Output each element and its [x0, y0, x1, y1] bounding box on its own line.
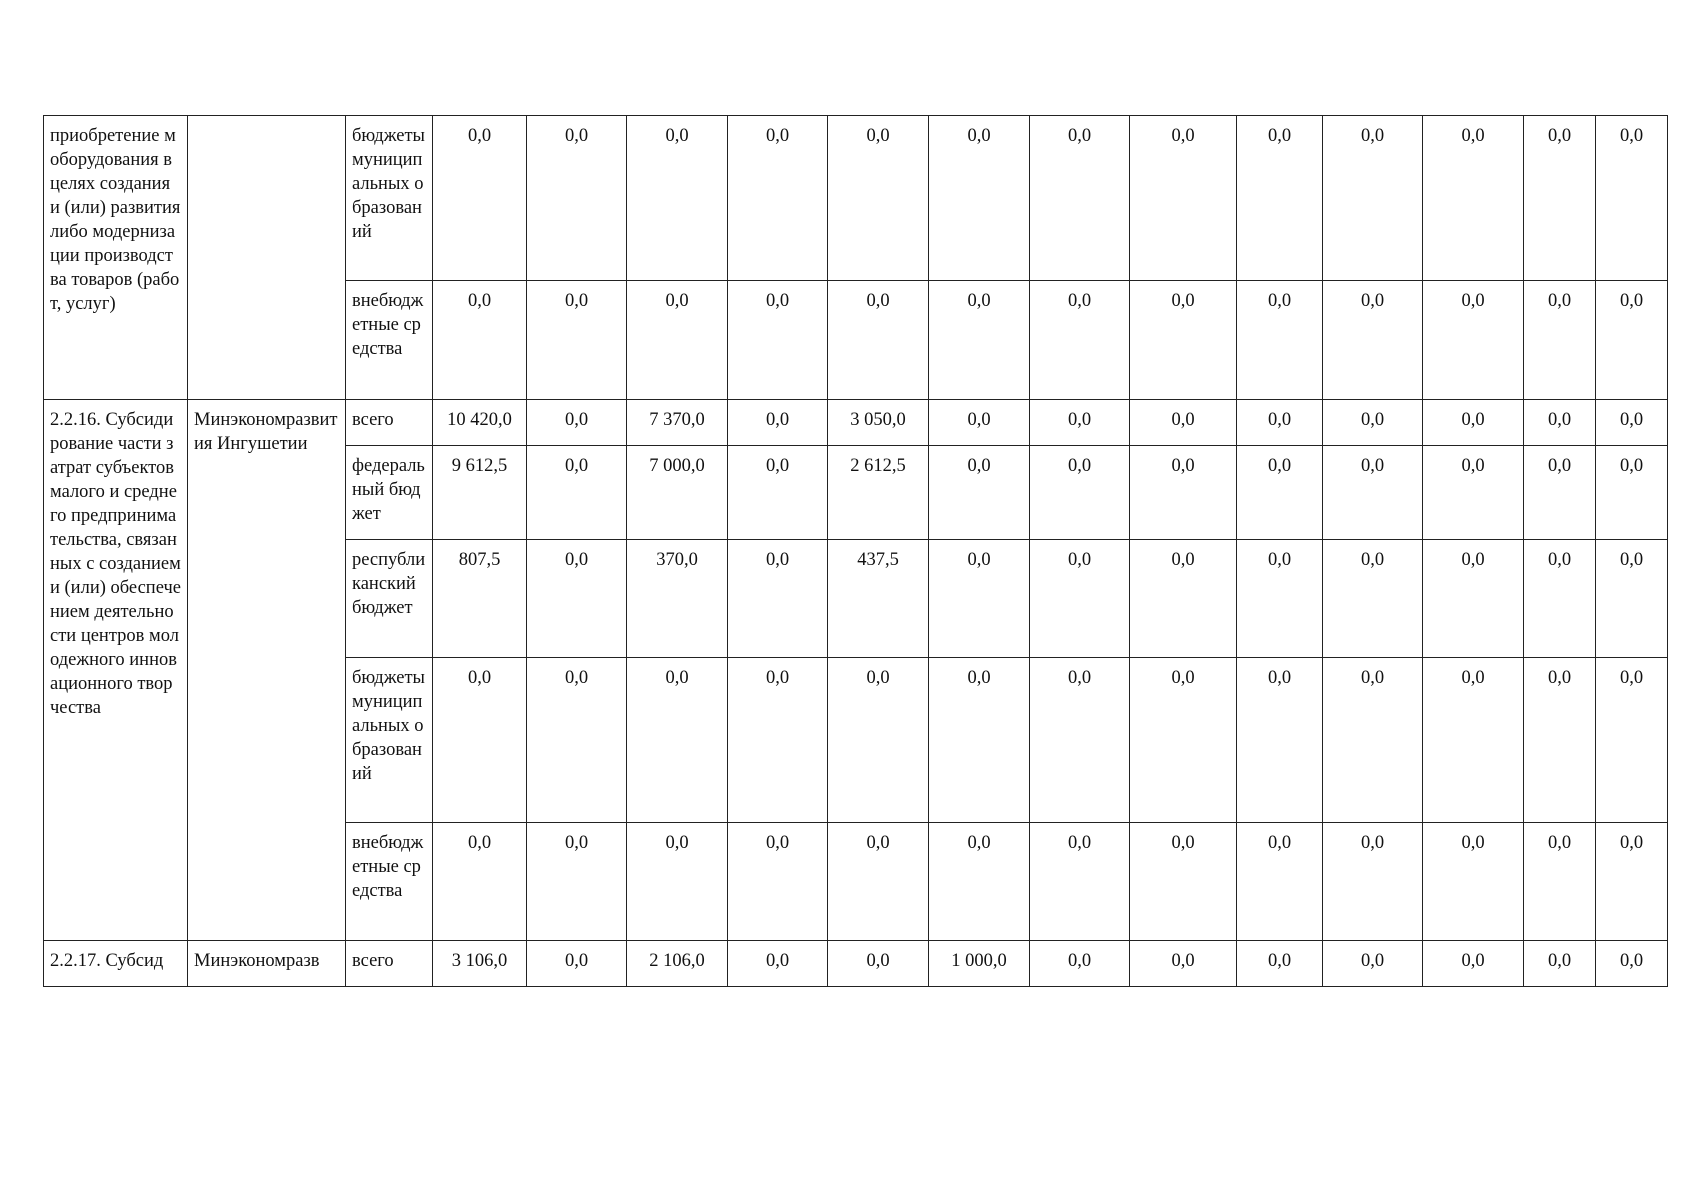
- value-cell: 0,0: [1237, 281, 1323, 400]
- value-cell: 3 106,0: [433, 941, 527, 987]
- value-cell: 0,0: [1030, 941, 1130, 987]
- value-cell: 0,0: [1237, 116, 1323, 281]
- value-cell: 0,0: [1030, 540, 1130, 658]
- value-cell: 0,0: [1524, 446, 1596, 540]
- funding-source-cell: федеральный бюджет: [346, 446, 433, 540]
- value-cell: 3 050,0: [828, 400, 929, 446]
- value-cell: 0,0: [1423, 400, 1524, 446]
- value-cell: 0,0: [1030, 658, 1130, 823]
- value-cell: 0,0: [828, 281, 929, 400]
- value-cell: 0,0: [1130, 400, 1237, 446]
- value-cell: 0,0: [527, 400, 627, 446]
- value-cell: 0,0: [1237, 658, 1323, 823]
- value-cell: 0,0: [929, 116, 1030, 281]
- funding-source-cell: внебюджетные средства: [346, 281, 433, 400]
- value-cell: 0,0: [728, 400, 828, 446]
- value-cell: 0,0: [1423, 116, 1524, 281]
- value-cell: 7 370,0: [627, 400, 728, 446]
- value-cell: 0,0: [1423, 941, 1524, 987]
- funding-source-cell: бюджеты муниципальных образований: [346, 658, 433, 823]
- value-cell: 0,0: [1130, 116, 1237, 281]
- value-cell: 0,0: [1030, 446, 1130, 540]
- value-cell: 0,0: [929, 281, 1030, 400]
- table-row: [44, 116, 1668, 281]
- value-cell: 0,0: [728, 658, 828, 823]
- value-cell: 0,0: [1423, 446, 1524, 540]
- value-cell: 0,0: [828, 823, 929, 941]
- value-cell: 0,0: [929, 446, 1030, 540]
- value-cell: 0,0: [433, 823, 527, 941]
- value-cell: 0,0: [1237, 400, 1323, 446]
- value-cell: 0,0: [1030, 400, 1130, 446]
- value-cell: 0,0: [828, 658, 929, 823]
- value-cell: 0,0: [728, 941, 828, 987]
- value-cell: 0,0: [828, 116, 929, 281]
- value-cell: 0,0: [1596, 540, 1668, 658]
- value-cell: 0,0: [828, 941, 929, 987]
- value-cell: 0,0: [1524, 116, 1596, 281]
- value-cell: 0,0: [728, 446, 828, 540]
- value-cell: 0,0: [1237, 941, 1323, 987]
- value-cell: 0,0: [627, 281, 728, 400]
- value-cell: 0,0: [527, 116, 627, 281]
- value-cell: 0,0: [1237, 823, 1323, 941]
- value-cell: 10 420,0: [433, 400, 527, 446]
- value-cell: 2 106,0: [627, 941, 728, 987]
- funding-source-cell: бюджеты муниципальных образований: [346, 116, 433, 281]
- value-cell: 0,0: [1596, 400, 1668, 446]
- value-cell: 370,0: [627, 540, 728, 658]
- value-cell: 0,0: [929, 823, 1030, 941]
- value-cell: 0,0: [1524, 823, 1596, 941]
- value-cell: 0,0: [728, 281, 828, 400]
- value-cell: 0,0: [627, 116, 728, 281]
- value-cell: 2 612,5: [828, 446, 929, 540]
- value-cell: 0,0: [627, 823, 728, 941]
- value-cell: 0,0: [1596, 446, 1668, 540]
- value-cell: 0,0: [1596, 941, 1668, 987]
- value-cell: 0,0: [433, 116, 527, 281]
- value-cell: 0,0: [728, 116, 828, 281]
- value-cell: 0,0: [1323, 941, 1423, 987]
- funding-source-cell: всего: [346, 400, 433, 446]
- value-cell: 0,0: [929, 400, 1030, 446]
- value-cell: 0,0: [1323, 658, 1423, 823]
- value-cell: 0,0: [728, 540, 828, 658]
- value-cell: 0,0: [1423, 658, 1524, 823]
- value-cell: 0,0: [1130, 540, 1237, 658]
- value-cell: 0,0: [527, 446, 627, 540]
- value-cell: 0,0: [1323, 446, 1423, 540]
- value-cell: 0,0: [1237, 446, 1323, 540]
- funding-source-cell: республиканский бюджет: [346, 540, 433, 658]
- value-cell: 0,0: [1423, 823, 1524, 941]
- value-cell: 0,0: [1237, 540, 1323, 658]
- value-cell: 0,0: [1423, 540, 1524, 658]
- funding-source-cell: внебюджетные средства: [346, 823, 433, 941]
- value-cell: 0,0: [1130, 823, 1237, 941]
- value-cell: 437,5: [828, 540, 929, 658]
- budget-table: [43, 115, 1668, 987]
- value-cell: 0,0: [1323, 400, 1423, 446]
- value-cell: 0,0: [527, 281, 627, 400]
- value-cell: 0,0: [1030, 116, 1130, 281]
- value-cell: 0,0: [929, 658, 1030, 823]
- value-cell: 0,0: [433, 281, 527, 400]
- executor-cell: [188, 116, 346, 400]
- value-cell: 0,0: [1323, 116, 1423, 281]
- value-cell: 0,0: [1423, 281, 1524, 400]
- value-cell: 0,0: [527, 540, 627, 658]
- value-cell: 0,0: [1524, 658, 1596, 823]
- value-cell: 0,0: [1323, 540, 1423, 658]
- measure-name-cell: приобретение м оборудования в целях создания и (или) развития либо модернизации производства товаров (работ, услуг): [44, 116, 188, 400]
- value-cell: 0,0: [1596, 823, 1668, 941]
- value-cell: 0,0: [627, 658, 728, 823]
- value-cell: 0,0: [1130, 941, 1237, 987]
- value-cell: 0,0: [1323, 281, 1423, 400]
- value-cell: 807,5: [433, 540, 527, 658]
- table-body: [44, 116, 1668, 987]
- value-cell: 0,0: [1596, 281, 1668, 400]
- measure-name-cell: 2.2.16. Субсидирование части затрат субъектов малого и среднего предпринимательства, связанных с созданием и (или) обеспечением деятельности центров молодежного инновационного творчества: [44, 400, 188, 941]
- value-cell: 0,0: [1130, 446, 1237, 540]
- value-cell: 0,0: [728, 823, 828, 941]
- value-cell: 0,0: [527, 941, 627, 987]
- funding-source-cell: всего: [346, 941, 433, 987]
- value-cell: 0,0: [1596, 116, 1668, 281]
- value-cell: 9 612,5: [433, 446, 527, 540]
- value-cell: 0,0: [1524, 941, 1596, 987]
- value-cell: 0,0: [1030, 281, 1130, 400]
- value-cell: 0,0: [929, 540, 1030, 658]
- value-cell: 0,0: [1130, 281, 1237, 400]
- value-cell: 1 000,0: [929, 941, 1030, 987]
- measure-name-cell: 2.2.17. Субсид: [44, 941, 188, 987]
- table-row: [44, 400, 1668, 446]
- table-row: [44, 941, 1668, 987]
- value-cell: 0,0: [433, 658, 527, 823]
- value-cell: 0,0: [1323, 823, 1423, 941]
- value-cell: 0,0: [1524, 540, 1596, 658]
- executor-cell: Минэкономразвития Ингушетии: [188, 400, 346, 941]
- value-cell: 0,0: [1030, 823, 1130, 941]
- value-cell: 0,0: [527, 823, 627, 941]
- executor-cell: Минэкономразв: [188, 941, 346, 987]
- value-cell: 7 000,0: [627, 446, 728, 540]
- value-cell: 0,0: [1130, 658, 1237, 823]
- value-cell: 0,0: [527, 658, 627, 823]
- value-cell: 0,0: [1524, 281, 1596, 400]
- value-cell: 0,0: [1596, 658, 1668, 823]
- value-cell: 0,0: [1524, 400, 1596, 446]
